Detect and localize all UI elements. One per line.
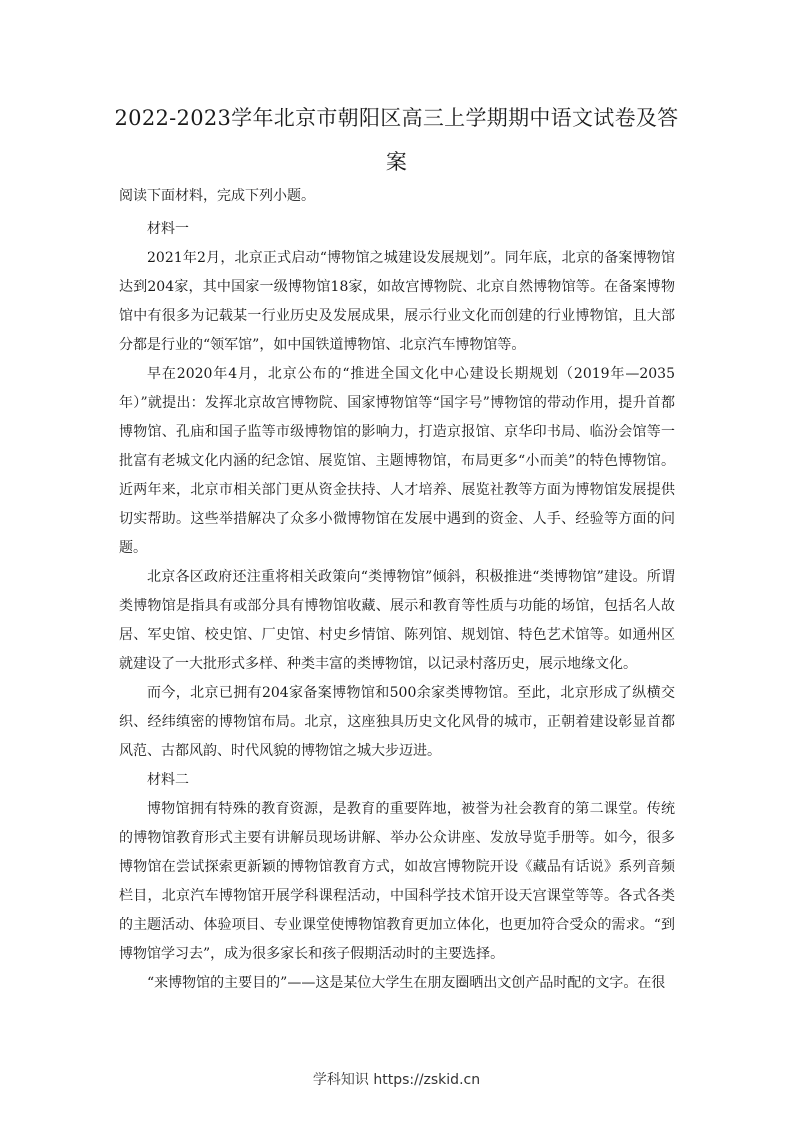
reading-passage: [119, 215, 675, 998]
paragraph-5: 博物馆拥有特殊的教育资源，是教育的重要阵地，被誉为社会教育的第二课堂。传统的博物馆教育形式主要有讲解员现场讲解、举办公众讲座、发放导览手册等。如今，很多博物馆在尝试探索更新颖的博物馆教育方式，如故宫博物院开设《藏品有话说》系列音频栏目，北京汽车博物馆开展学科课程活动，中国科学技术馆开设天宫课堂等等。各式各类的主题活动、体验项目、专业课堂使博物馆教育更加立体化，也更加符合受众的需求。“到博物馆学习去”，成为很多家长和孩子假期活动时的主要选择。: [119, 801, 675, 962]
material2-heading: 材料二: [147, 772, 189, 788]
paragraph-6: “来博物馆的主要目的”——这是某位大学生在朋友圈晒出文创产品时配的文字。在很: [147, 975, 666, 991]
reading-instruction: 阅读下面材料，完成下列小题。: [119, 188, 315, 204]
paragraph-2: 早在2020年4月，北京公布的“推进全国文化中心建设长期规划（2019年—2035年）”就提出：发挥北京故宫博物院、国家博物馆等“国字号”博物馆的带动作用，提升首都博物馆、孔庙和国子监等市级博物馆的影响力，打造京报馆、京华印书局、临汾会馆等一批富有老城文化内涵的纪念馆、展览馆、主题博物馆，布局更多“小而美”的特色博物馆。近两年来，北京市相关部门更从资金扶持、人才培养、展览社教等方面为博物馆发展提供切实帮助。这些举措解决了众多小微博物馆在发展中遇到的资金、人手、经验等方面的问题。: [119, 366, 675, 556]
footer-watermark: 学科知识 https://zskid.cn: [312, 1072, 481, 1088]
paragraph-4: 而今，北京已拥有204家备案博物馆和500余家类博物馆。至此，北京形成了纵横交织、经纬缜密的博物馆布局。北京，这座独具历史文化风骨的城市，正朝着建设彰显首都风范、古都风韵、时代风貌的博物馆之城大步迈进。: [119, 685, 675, 759]
material1-heading: 材料一: [147, 221, 189, 237]
document-title: 2022-2023学年北京市朝阳区高三上学期期中语文试卷及答案: [114, 106, 679, 174]
paragraph-1: 2021年2月，北京正式启动“博物馆之城建设发展规划”。同年底，北京的备案博物馆达到204家，其中国家一级博物馆18家，如故宫博物院、北京自然博物馆等。在备案博物馆中有很多为记载某一行业历史及发展成果，展示行业文化而创建的行业博物馆，且大部分都是行业的“领军馆”，如中国铁道博物馆、北京汽车博物馆等。: [119, 250, 675, 353]
paragraph-3: 北京各区政府还注重将相关政策向“类博物馆”倾斜，积极推进“类博物馆”建设。所谓类博物馆是指具有或部分具有博物馆收藏、展示和教育等性质与功能的场馆，包括名人故居、军史馆、校史馆、厂史馆、村史乡情馆、陈列馆、规划馆、特色艺术馆等。如通州区就建设了一大批形式多样、种类丰富的类博物馆，以记录村落历史，展示地缘文化。: [119, 569, 675, 672]
